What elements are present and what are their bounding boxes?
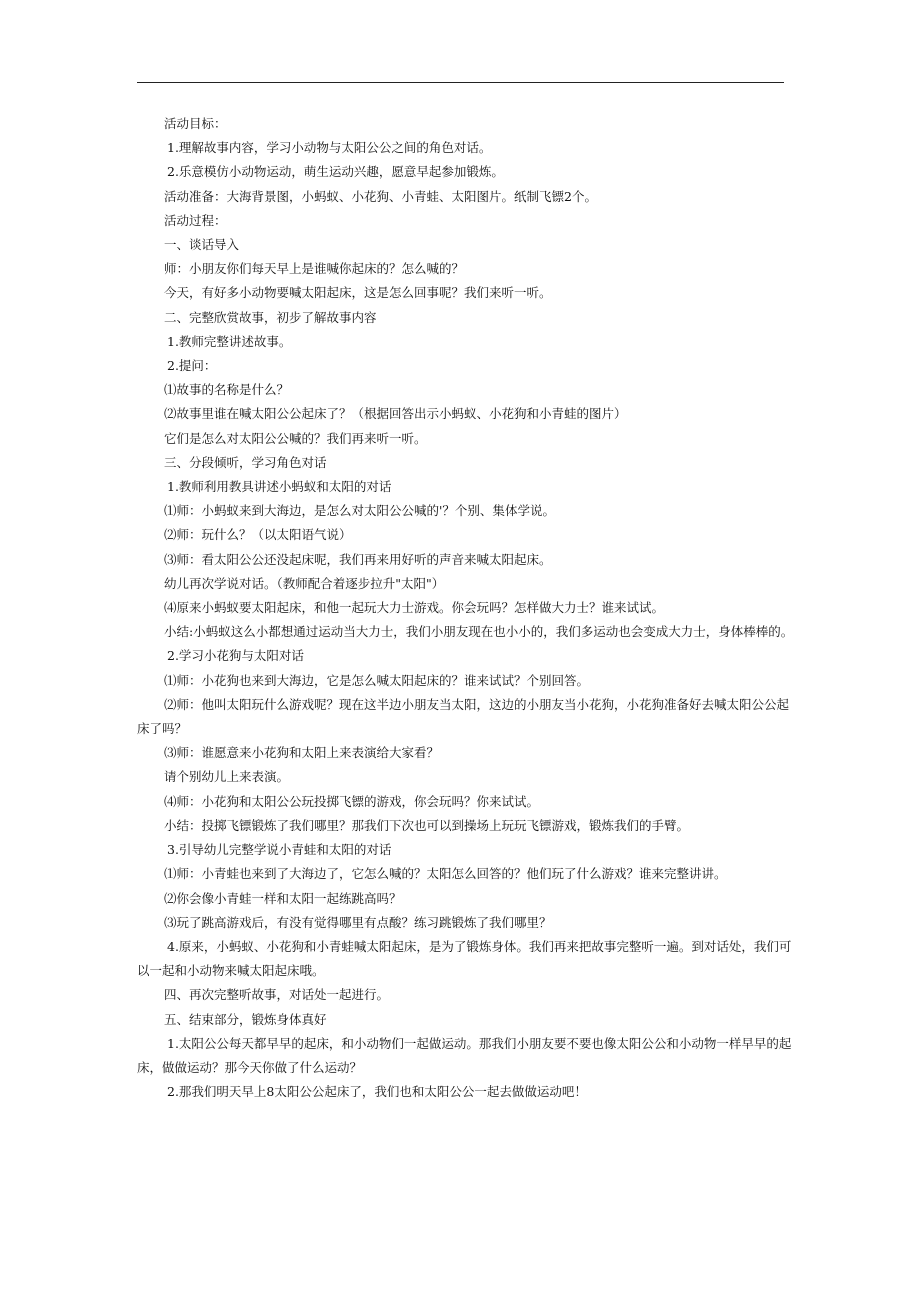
- document-line: 活动过程：: [164, 212, 227, 228]
- document-line: 活动准备：大海背景图，小蚂蚁、小花狗、小青蛙、太阳图片。纸制飞镖2个。: [164, 188, 597, 204]
- document-line: 幼儿再次学说对话。（教师配合着逐步拉升"太阳"）: [164, 575, 445, 591]
- document-line: 2.那我们明天早上8太阳公公起床了，我们也和太阳公公一起去做做运动吧！: [167, 1084, 587, 1100]
- document-line: 五、结束部分，锻炼身体真好: [164, 1011, 327, 1027]
- document-line: ⑶玩了跳高游戏后，有没有觉得哪里有点酸？练习跳锻炼了我们哪里？: [164, 914, 552, 930]
- document-line: 1.教师完整讲述故事。: [167, 333, 292, 349]
- document-line: 4.原来，小蚂蚁、小花狗和小青蛙喊太阳起床，是为了锻炼身体。我们再来把故事完整听一遍。到对话处，我们可: [167, 938, 792, 954]
- document-line: ⑵师：他叫太阳玩什么游戏呢？现在这半边小朋友当太阳，这边的小朋友当小花狗，小花狗准备好去喊太阳公公起: [164, 696, 790, 712]
- document-line: 1.理解故事内容，学习小动物与太阳公公之间的角色对话。: [167, 140, 492, 156]
- document-line: 床了吗？: [137, 721, 188, 737]
- document-line: 1.教师利用教具讲述小蚂蚁和太阳的对话: [167, 479, 392, 495]
- document-line: 请个别幼儿上来表演。: [164, 769, 290, 785]
- document-line: ⑴师：小花狗也来到大海边，它是怎么喊太阳起床的？谁来试试？个别回答。: [164, 672, 590, 688]
- document-line: 一、谈话导入: [164, 237, 240, 253]
- document-line: ⑵故事里谁在喊太阳公公起床了？（根据回答出示小蚂蚁、小花狗和小青蛙的图片）: [164, 406, 627, 422]
- document-line: 以一起和小动物来喊太阳起床哦。: [137, 963, 325, 979]
- header-rule: [137, 82, 784, 83]
- document-line: 小结：投掷飞镖锻炼了我们哪里？那我们下次也可以到操场上玩玩飞镖游戏，锻炼我们的手臂。: [164, 817, 690, 833]
- document-line: ⑶师：谁愿意来小花狗和太阳上来表演给大家看？: [164, 745, 440, 761]
- document-line: 活动目标：: [164, 116, 227, 131]
- document-line: ⑶师：看太阳公公还没起床呢，我们再来用好听的声音来喊太阳起床。: [164, 551, 552, 567]
- document-line: 3.引导幼儿完整学说小青蛙和太阳的对话: [167, 842, 392, 858]
- document-line: 三、分段倾听，学习角色对话: [164, 454, 327, 470]
- document-line: ⑴故事的名称是什么？: [164, 382, 290, 398]
- document-line: 它们是怎么对太阳公公喊的？我们再来听一听。: [164, 430, 427, 446]
- document-line: ⑴师：小蚂蚁来到大海边，是怎么对太阳公公喊的'？个别、集体学说。: [164, 503, 555, 519]
- document-line: 2.提问：: [167, 358, 217, 374]
- document-line: 师：小朋友你们每天早上是谁喊你起床的？怎么喊的？: [164, 261, 465, 277]
- document-line: 小结:小蚂蚁这么小都想通过运动当大力士，我们小朋友现在也小小的，我们多运动也会变成大力士，身体棒棒的。: [164, 624, 794, 640]
- document-line: 2.乐意模仿小动物运动，萌生运动兴趣，愿意早起参加锻炼。: [167, 164, 504, 180]
- document-line: 床，做做运动？那今天你做了什么运动？: [137, 1059, 363, 1075]
- document-line: 今天，有好多小动物要喊太阳起床，这是怎么回事呢？我们来听一听。: [164, 285, 552, 301]
- document-line: ⑴师：小青蛙也来到了大海边了，它怎么喊的？太阳怎么回答的？他们玩了什么游戏？谁来完整讲讲。: [164, 866, 727, 882]
- document-body: [137, 112, 794, 1104]
- document-line: 四、再次完整听故事，对话处一起进行。: [164, 987, 390, 1003]
- document-line: ⑵你会像小青蛙一样和太阳一起练跳高吗？: [164, 890, 402, 906]
- document-line: 2.学习小花狗与太阳对话: [167, 648, 304, 664]
- document-line: 二、完整欣赏故事，初步了解故事内容: [164, 309, 377, 325]
- document-line: ⑵师：玩什么？（以太阳语气说）: [164, 527, 352, 543]
- document-line: 1.太阳公公每天都早早的起床，和小动物们一起做运动。那我们小朋友要不要也像太阳公公和小动物一样早早的起: [167, 1035, 792, 1051]
- document-line: ⑷师：小花狗和太阳公公玩投掷飞镖的游戏，你会玩吗？你来试试。: [164, 793, 540, 809]
- document-line: ⑷原来小蚂蚁要太阳起床，和他一起玩大力士游戏。你会玩吗？怎样做大力士？谁来试试。: [164, 600, 665, 616]
